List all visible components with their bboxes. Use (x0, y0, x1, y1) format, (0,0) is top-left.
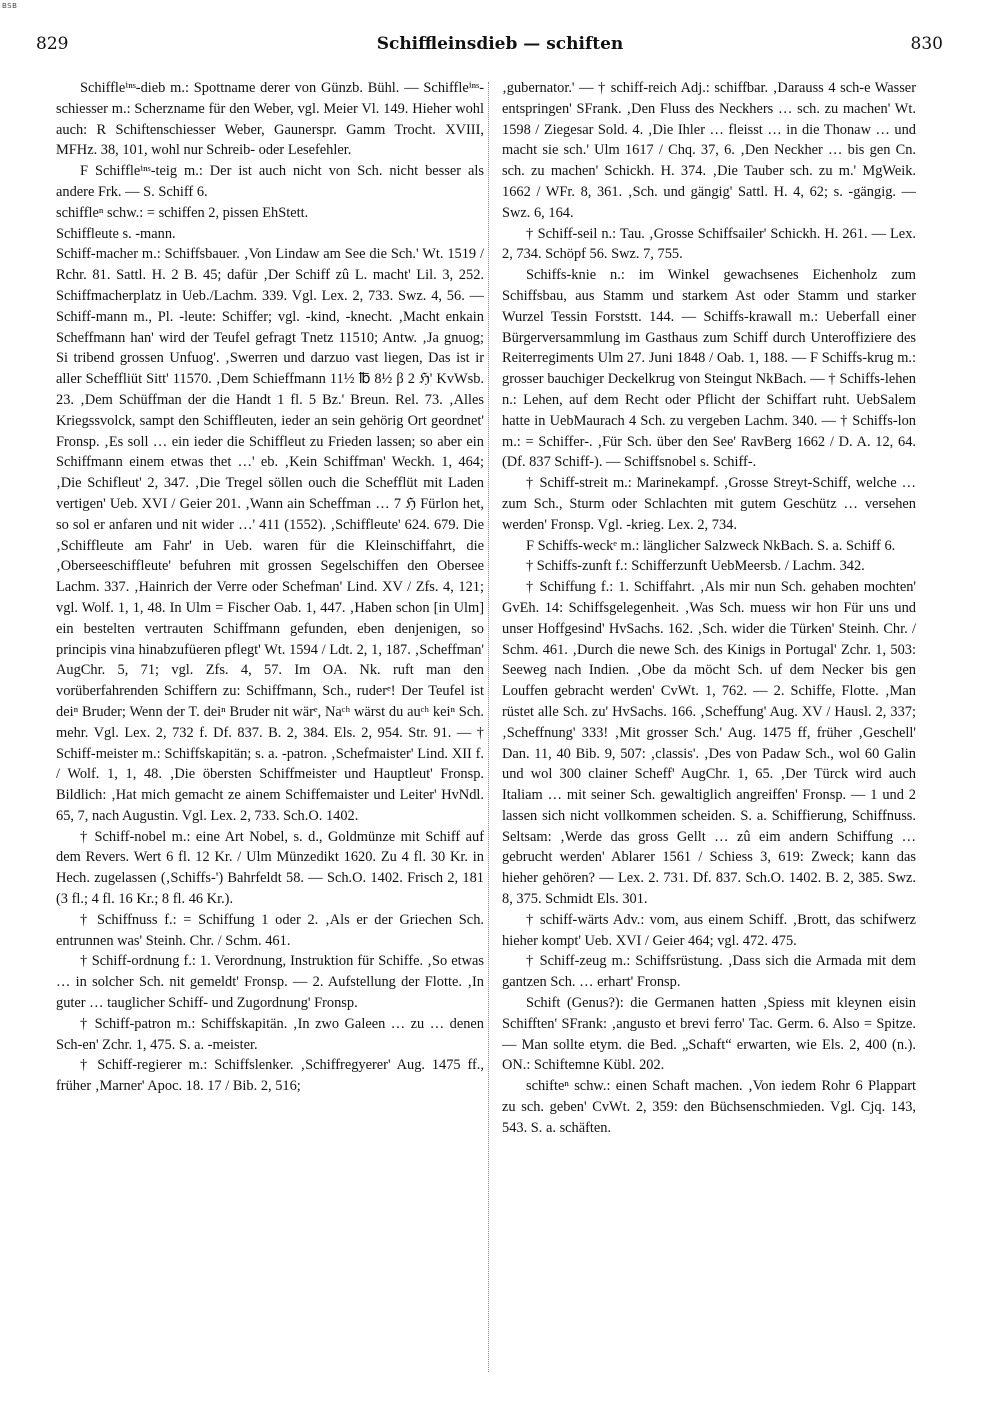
page-number-right: 830 (910, 34, 943, 54)
entry-schiffleins-dieb: Schiffleⁱⁿˢ-dieb m.: Spottname derer von Günzb. Bühl. — Schiffleⁱⁿˢ-schiesser m.: Scherzname für den Weber, vgl. Meier Vl. 149. Hieher wohl auch: R Schiftenschiesser Weber, Gaunerspr. Gamm Trocht. XVIII, MFHz. 38, 101, wohl nur Schreib- oder Lesefehler. (56, 80, 484, 159)
entry-schiff-waerts: † schiff-wärts Adv.: vom, aus einem Schiff. ‚Brott, das schifwerz hieher kompt' Ueb. XVI / Geier 464; vgl. 472. 475. (502, 911, 916, 949)
entry-schiffleute: Schiffleute s. -mann. (56, 225, 176, 242)
entry-schiffs-wecke: F Schiffs-weckᵉ m.: länglicher Salzweck NkBach. S. a. Schiff 6. (526, 537, 896, 554)
entry-schiff-seil: † Schiff-seil n.: Tau. ‚Grosse Schiffsailer' Schickh. H. 261. — Lex. 2, 734. Schöpf 56. Swz. 7, 755. (502, 225, 916, 263)
entry-schift: Schift (Genus?): die Germanen hatten ‚Spiess mit kleynen eisin Schifften' SFrank: ‚angusto et brevi ferro' Tac. Germ. 6. Also = Spitze. — Man sollte etym. die Bed. „Schaft“ erwarten, wie Els. 2, 400 (n.). ON.: Schiftemne Kübl. 202. (502, 995, 916, 1074)
entry-schiff-streit: † Schiff-streit m.: Marinekampf. ‚Grosse Streyt-Schiff, welche … zum Sch., Sturm oder Schlachten mit gutem Geschütz … versehen werden' Fronsp. Vgl. -krieg. Lex. 2, 734. (502, 475, 916, 533)
library-stamp: BSB (2, 2, 18, 10)
entry-schiff-ordnung: † Schiff-ordnung f.: 1. Verordnung, Instruktion für Schiffe. ‚So etwas … in solcher Sch. nit gemeldt' Fronsp. — 2. Aufstellung der Flotte. ‚In guter … tauglicher Schiff- und Zugordnung' Fronsp. (56, 953, 484, 1012)
entry-schiffs-zunft: † Schiffs-zunft f.: Schifferzunft UebMeersb. / Lachm. 342. (526, 558, 865, 575)
running-title: Schiffleinsdieb — schiften (376, 34, 624, 54)
entry-schiffung: † Schiffung f.: 1. Schiffahrt. ‚Als mir nun Sch. gehaben mochten' GvEh. 14: Schiffsgelegenheit. ‚Was Sch. muess wir hon Für uns und unser Hoffgesind' HvSachs. 162. ‚Sch. wider die Türken' Steinh. Chr. / Schm. 461. ‚Durch die newe Sch. des Kinigs in Portugal' Zchr. 1, 503: Seeweg nach Indien. ‚Obe da möcht Sch. uf dem Necker bis gen Louffen gebracht werden' CvWt. 1, 762. — 2. Schiffe, Flotte. ‚Man rüstet alle Sch. zu' HvSachs. 166. ‚Scheffung' Aug. XV / Hausl. 2, 337; ‚Scheffnung' 333! ‚Mit grosser Sch.' Aug. 1475 ff, früher ‚Geschell' Dan. 11, 40 Bib. 9, 507: ‚classis'. ‚Des von Padaw Sch., wol 60 Galin und wol 300 clainer Scheff' AugChr. 1, 65. ‚Der Türck wird auch Italiam … mit seiner Sch. gewaltiglich angreiffen' Fronsp. — 1 und 2 lassen sich nicht vollkommen scheiden. S. a. Schiffierung, Schiffnuss. Seltsam: ‚Werde das gross Gellt … zû eim andern Schiffung … gebrucht werden' Ablarer 1561 / Schiess 3, 619: Zweck; kann das hieher gehören? — Lex. 2. 731. Df. 837. Sch.O. 1402. B. 2, 385. Swz. 8, 375. Schmidt Els. 301. (502, 579, 916, 908)
entry-schiff-reich: ‚gubernator.' — † schiff-reich Adj.: schiffbar. ‚Darauss 4 sch-e Wasser entspringen' SFrank. ‚Den Fluss des Neckhers … sch. zu machen' Wt. 1598 / Ziegesar Sold. 4. ‚Die Ihler … fleisst … in die Thonaw … und macht sie sch.' Ulm 1617 / Chq. 37, 6. ‚Den Neckher … bis gen Cn. sch. zu machen' Schickh. H. 374. ‚Die Tauber sch. zu m.' MgWeik. 1662 / WFr. 8, 361. ‚Sch. und gängig' Sattl. H. 4, 62; s. -gängig. — Swz. 6, 164. (502, 80, 916, 221)
entry-schiffleins-teig: F Schiffleⁱⁿˢ-teig m.: Der ist auch nicht von Sch. nicht besser als andere Frk. — S. Schiff 6. (56, 163, 484, 200)
page-number-left: 829 (36, 34, 69, 54)
entry-schiften: schifteⁿ schw.: einen Schaft machen. ‚Von iedem Rohr 6 Plappart zu sch. geben' CvWt. 2, 359: den Büchsenschmieden. Vgl. Cjq. 143, 543. S. a. schäften. (502, 1078, 916, 1136)
entry-schiff-patron: † Schiff-patron m.: Schiffskapitän. ‚In zwo Galeen … zu … denen Sch-en' Zchr. 1, 475. S. a. -meister. (56, 1015, 484, 1053)
entry-schifflen: schiffleⁿ schw.: = schiffen 2, pissen EhStett. (56, 204, 309, 221)
entry-schiff-macher: Schiff-macher m.: Schiffsbauer. ‚Von Lindaw am See die Sch.' Wt. 1519 / Rchr. 81. Sattl. H. 2 B. 45; dafür ‚Der Schiff zû L. macht' Lil. 3, 252. Schiffmacherplatz in Ueb./Lachm. 339. Vgl. Lex. 2, 733. Swz. 4, 56. — Schiff-mann m., Pl. -leute: Schiffer; vgl. -kind, -knecht. ‚Macht enkain Scheffmann han' wird der Teufel gefragt Tnetz 11510; Antw. ‚Ja gnuog; Si tribend grossen Unfuog'. ‚Swerren und darzuo vast liegen, Das ist ir aller Scheffliüt Sitt' 11570. ‚Dem Schieffmann 11½ ℔ 8½ β 2 ℌ' KvWsb. 23. ‚Dem Schüffman der die Handt 1 fl. 5 Bz.' Breun. Rel. 73. ‚Alles Kriegssvolck, sampt den Schiffleuten, ieder an sein gehörig Ort geordnet' Fronsp. ‚Es soll … ein ieder die Schiffleut zu Frieden lassen; so aber ein Schiffmann einem etwas thet …' eb. ‚Kein Schiffman' Weckh. 1, 464; ‚Die Schifleut' 2, 347. ‚Die Tregel söllen ouch die Schefflüt mit Laden vertigen' Ueb. XVI / Geier 201. ‚Wann ain Scheffman … 7 ℌ Fürlon het, so sol er anfaren und nit wider …' 411 (1552). ‚Schiffleute' 624. 679. Die ‚Schiffleute am Fahr' in Ueb. waren für die Kleinschiffahrt, die ‚Oberseeschiffleute' befuhren mit grossen Segelschiffen den Obersee Lachm. 337. ‚Hainrich der Verre oder Schefman' Lind. XV / Zfs. 4, 121; vgl. Wolf. 1, 1, 48. In Ulm = Fischer Oab. 1, 447. ‚Haben schon [in Ulm] ein bestelten vertrauten Schiffmann gefunden, eben denjenigen, so principis vina hinabzufüeren pflegt' Wt. 1594 / Ldt. 2, 1, 187. ‚Scheffman' AugChr. 5, 71; vgl. Zfs. 4, 57. Im OA. Nk. ruft man den vorüberfahrenden Schiffern zu: Schiffmann, Sch., ruderᵉ! Der Teufel ist deiⁿ Bruder; Wenn der T. deiⁿ Bruder nit wärᵉ, Naᶜʰ wärst du auᶜʰ keiⁿ Sch. mehr. Vgl. Lex. 2, 732 f. Df. 837. B. 2, 384. Els. 2, 954. Str. 91. — † Schiff-meister m.: Schiffskapitän; s. a. -patron. ‚Schefmaister' Lind. XII f. / Wolf. 1, 1, 48. ‚Die öbersten Schiffmeister und Hauptleut' Fronsp. Bildlich: ‚Hat mich gemacht ze ainem Schiffemaister und Leiter' HvNdl. 65, 7, nach Augustin. Vgl. Lex. 2, 733. Sch.O. 1402. (56, 246, 484, 824)
page-header (0, 34, 1000, 58)
entry-schiffs-knie: Schiffs-knie n.: im Winkel gewachsenes Eichenholz zum Schiffsbau, aus Stamm und starkem Ast oder Stamm und starker Wurzel Tessin Forststt. 144. — Schiffs-krawall m.: Ueberfall einer Bürgerversammlung im Gasthaus zum Schiff durch Unteroffiziere des Reiterregiments Ulm 27. Juni 1848 / Oab. 1, 188. — F Schiffs-krug m.: grosser bauchiger Deckelkrug von Steingut NkBach. — † Schiffs-lehen n.: Lehen, auf dem Recht oder Pflicht der Schiffart ruht. UebSalem hatte in UebMaurach 4 Sch. zu vergeben Lachm. 340. — † Schiffs-lon m.: = Schiffer-. ‚Für Sch. über den See' RavBerg 1662 / D. A. 12, 64. (Df. 837 Schiff-). — Schiffsnobel s. Schiff-. (502, 267, 916, 471)
left-column (56, 78, 484, 1383)
column-divider (488, 82, 489, 1372)
entry-schiff-regierer: † Schiff-regierer m.: Schiffslenker. ‚Schiffregyerer' Aug. 1475 ff., früher ‚Marner' Apoc. 18. 17 / Bib. 2, 516; (56, 1057, 484, 1095)
entry-schiffnuss: † Schiffnuss f.: = Schiffung 1 oder 2. ‚Als er der Griechen Sch. entrunnen was' Steinh. Chr. / Schm. 461. (56, 911, 484, 949)
entry-schiff-zeug: † Schiff-zeug m.: Schiffsrüstung. ‚Dass sich die Armada mit dem gantzen Sch. … erhart' Fronsp. (502, 953, 916, 991)
right-column (502, 78, 916, 1383)
entry-schiff-nobel: † Schiff-nobel m.: eine Art Nobel, s. d., Goldmünze mit Schiff auf dem Revers. Wert 6 fl. 12 Kr. / Ulm Münzedikt 1620. Zu 4 fl. 30 Kr. in Hech. zugelassen (‚Schiffs-') Bahrfeldt 58. — Sch.O. 1402. Frisch 2, 181 (3 fl.; 4 fl. 16 Kr.; 8 fl. 46 Kr.). (56, 828, 484, 908)
